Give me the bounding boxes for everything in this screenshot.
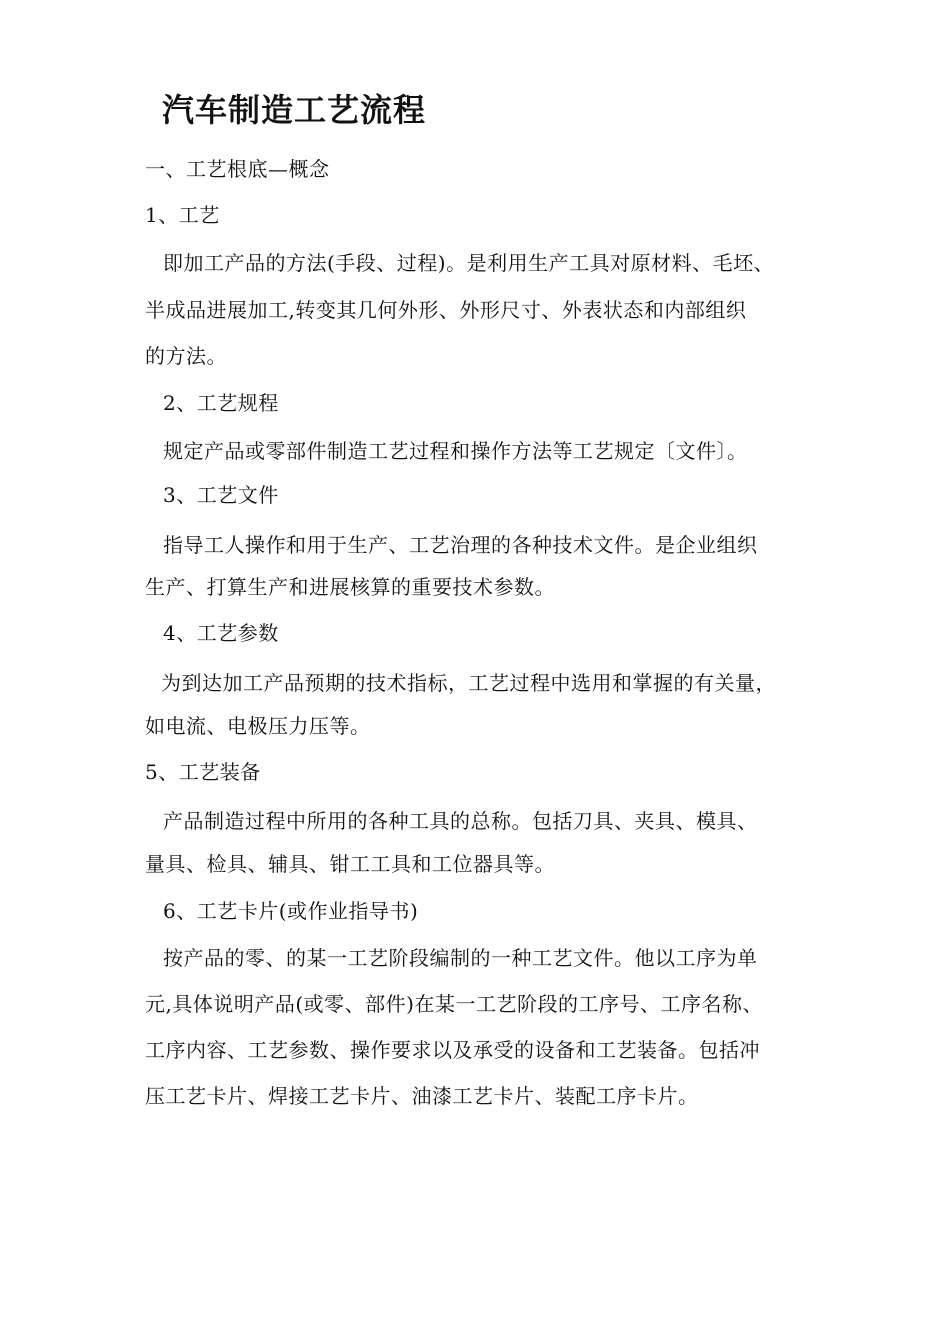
paragraph-line: 生产、打算生产和进展核算的重要技术参数。 (145, 575, 555, 599)
paragraph-line: 产品制造过程中所用的各种工具的总称。包括刀具、夹具、模具、 (163, 809, 758, 833)
subsection-heading: 3、工艺文件 (163, 483, 279, 507)
paragraph-line: 元,具体说明产品(或零、部件)在某一工艺阶段的工序号、工序名称、 (145, 992, 763, 1016)
paragraph-line: 的方法。 (145, 344, 227, 368)
paragraph-line: 指导工人操作和用于生产、工艺治理的各种技术文件。是企业组织 (163, 533, 758, 557)
paragraph-line: 半成品进展加工,转变其几何外形、外形尺寸、外表状态和内部组织 (145, 298, 747, 322)
subsection-heading: 2、工艺规程 (163, 391, 279, 415)
section-heading: 一、工艺根底—概念 (145, 157, 330, 181)
paragraph-line: 按产品的零、的某一工艺阶段编制的一种工艺文件。他以工序为单 (163, 946, 758, 970)
paragraph-line: 即加工产品的方法(手段、过程)。是利用生产工具对原材料、毛坯、 (163, 251, 775, 275)
subsection-heading: 4、工艺参数 (163, 621, 279, 645)
document-title: 汽车制造工艺流程 (162, 91, 427, 129)
subsection-heading: 5、工艺装备 (145, 760, 261, 784)
subsection-heading: 1、工艺 (145, 203, 220, 227)
paragraph-line: 规定产品或零部件制造工艺过程和操作方法等工艺规定〔文件〕。 (163, 439, 748, 463)
paragraph-line: 压工艺卡片、焊接工艺卡片、油漆工艺卡片、装配工序卡片。 (145, 1084, 699, 1108)
paragraph-line: 工序内容、工艺参数、操作要求以及承受的设备和工艺装备。包括冲 (145, 1038, 760, 1062)
subsection-heading: 6、工艺卡片(或作业指导书) (163, 899, 419, 923)
paragraph-line: 为到达加工产品预期的技术指标，工艺过程中选用和掌握的有关量， (161, 671, 776, 695)
paragraph-line: 量具、检具、辅具、钳工工具和工位器具等。 (145, 852, 555, 876)
paragraph-line: 如电流、电极压力压等。 (145, 714, 371, 738)
